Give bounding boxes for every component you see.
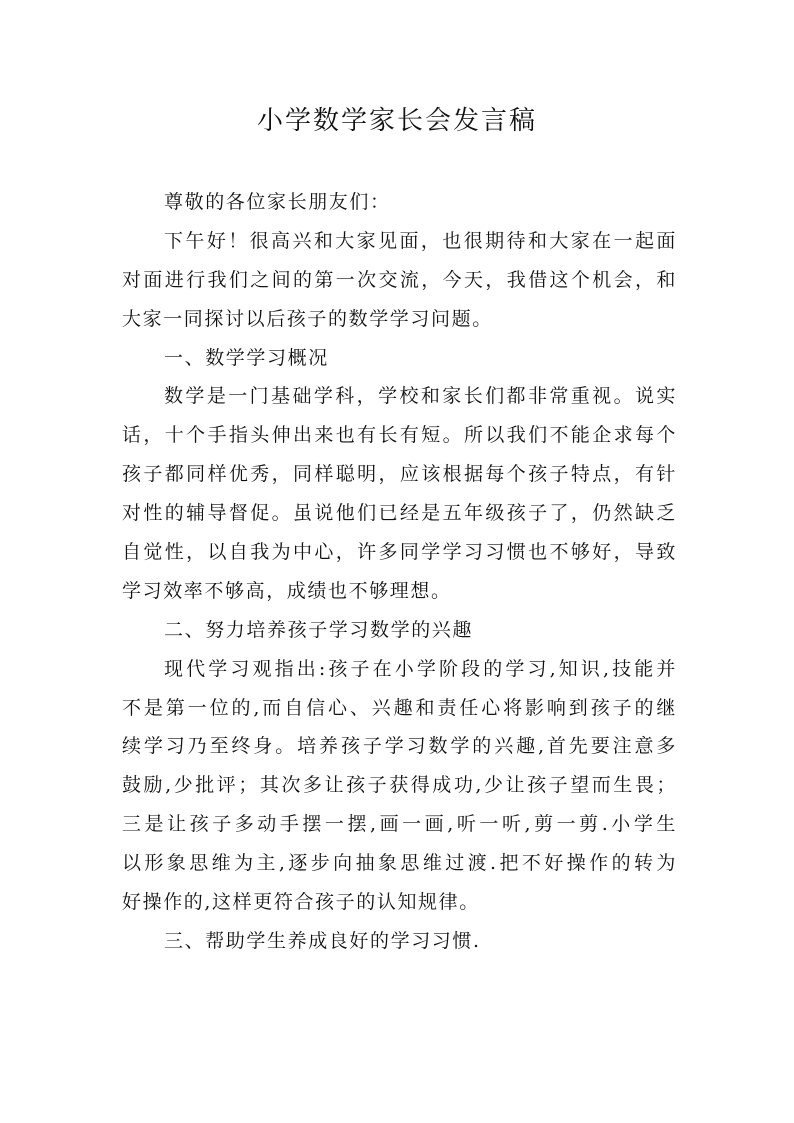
text-line: 鼓励,少批评；其次多让孩子获得成功,少让孩子望而生畏； bbox=[122, 774, 677, 797]
text-line: 自觉性，以自我为中心，许多同学学习习惯也不够好，导致 bbox=[122, 541, 677, 564]
text-line: 下午好！很高兴和大家见面，也很期待和大家在一起面 bbox=[164, 229, 677, 252]
text-line: 对面进行我们之间的第一次交流，今天，我借这个机会，和 bbox=[122, 268, 677, 291]
text-line: 二、努力培养孩子学习数学的兴趣 bbox=[164, 618, 474, 641]
text-line: 尊敬的各位家长朋友们： bbox=[164, 191, 391, 213]
text-line: 大家一同探讨以后孩子的数学学习问题。 bbox=[122, 307, 493, 330]
text-line: 数学是一门基础学科，学校和家长们都非常重视。说实 bbox=[164, 385, 677, 408]
document-title: 小学数学家长会发言稿 bbox=[256, 106, 537, 136]
text-line: 话，十个手指头伸出来也有长有短。所以我们不能企求每个 bbox=[122, 424, 677, 447]
text-line: 一、数学学习概况 bbox=[164, 346, 329, 369]
text-line: 不是第一位的,而自信心、兴趣和责任心将影响到孩子的继 bbox=[122, 696, 677, 719]
text-line: 以形象思维为主,逐步向抽象思维过渡.把不好操作的转为 bbox=[122, 852, 677, 875]
text-line: 续学习乃至终身。培养孩子学习数学的兴趣,首先要注意多 bbox=[122, 735, 677, 758]
text-line: 现代学习观指出:孩子在小学阶段的学习,知识,技能并 bbox=[164, 657, 677, 680]
document-body bbox=[122, 183, 677, 961]
text-line: 三、帮助学生养成良好的学习习惯. bbox=[164, 929, 481, 952]
text-line: 学习效率不够高，成绩也不够理想。 bbox=[122, 579, 452, 602]
text-line: 三是让孩子多动手摆一摆,画一画,听一听,剪一剪.小学生 bbox=[122, 813, 677, 836]
text-line: 好操作的,这样更符合孩子的认知规律。 bbox=[122, 891, 480, 914]
text-line: 孩子都同样优秀，同样聪明，应该根据每个孩子特点，有针 bbox=[122, 463, 677, 486]
text-line: 对性的辅导督促。虽说他们已经是五年级孩子了，仍然缺乏 bbox=[122, 502, 677, 525]
